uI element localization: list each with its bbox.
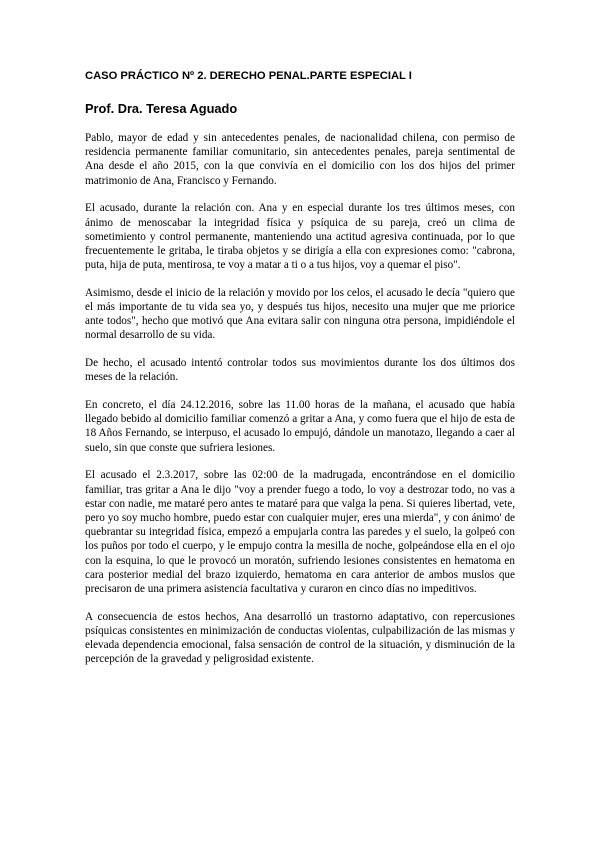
document-title: CASO PRÁCTICO Nº 2. DERECHO PENAL.PARTE ESPECIAL I	[85, 70, 412, 82]
paragraph-1: Pablo, mayor de edad y sin antecedentes penales, de nacionalidad chilena, con permiso de residencia permanente familiar comunitario, sin antecedentes penales, pareja sentimental de Ana desde el año 2015, con la que convivía en el domicilio con los dos hijos del primer matrimonio de Ana, Francisco y Fernando.	[85, 132, 515, 187]
document-author: Prof. Dra. Teresa Aguado	[85, 101, 238, 116]
document-body	[85, 69, 515, 680]
paragraph-6: El acusado el 2.3.2017, sobre las 02:00 de la madrugada, encontrándose en el domicilio familiar, tras gritar a Ana le dijo "voy a prender fuego a todo, lo voy a destrozar todo, no vas a estar con nadie, me mataré pero antes te mataré para que valga la pena. Si quieres libertad, vete, pero yo soy mucho hombre, puedo estar con cualquier mujer, eres una mierda", y con ánimo' de quebrantar su integridad física, empezó a empujarla contra las paredes y el suelo, la golpeó con los puños por todo el cuerpo, y le empujo contra la mesilla de noche, golpeándose ella en el ojo con la esquina, lo que le provocó un moratón, sufriendo lesiones consistentes en hematoma en cara posterior medial del brazo izquierdo, hematoma en cara anterior de ambos muslos que precisaron de una primera asistencia facultativa y curaron en cinco días no impeditivos.	[85, 469, 515, 595]
paragraph-5: En concreto, el día 24.12.2016, sobre las 11.00 horas de la mañana, el acusado que había llegado bebido al domicilio familiar comenzó a gritar a Ana, y como fuera que el hijo de esta de 18 Años Fernando, se interpuso, el acusado lo empujó, dándole un manotazo, llegando a caer al suelo, sin que conste que sufriera lesiones.	[85, 399, 515, 454]
paragraph-3: Asimismo, desde el inicio de la relación y movido por los celos, el acusado le decía "quiero que el más importante de tu vida sea yo, y después tus hijos, necesito una mujer que me priorice ante todos", hecho que motivó que Ana evitara salir con ninguna otra persona, impidiéndole el normal desarrollo de su vida.	[85, 286, 515, 342]
paragraph-7: A consecuencia de estos hechos, Ana desarrolló un trastorno adaptativo, con repercusiones psíquicas consistentes en minimización de conductas violentas, culpabilización de las mismas y elevada dependencia emocional, falsa sensación de control de la situación, y disminución de la percepción de la gravedad y peligrosidad existente.	[85, 610, 515, 666]
paragraph-2: El acusado, durante la relación con. Ana y en especial durante los tres últimos meses, con ánimo de menoscabar la integridad física y psíquica de su pareja, creó un clima de sometimiento y control permanente, manteniendo una actitud agresiva continuada, por lo que frecuentemente le gritaba, le tiraba objetos y se dirigía a ella con expresiones como: "cabrona, puta, hija de puta, mentirosa, te voy a matar a ti o a tus hijos, voy a quemar el piso".	[85, 202, 515, 272]
paragraph-4: De hecho, el acusado intentó controlar todos sus movimientos durante los dos últimos dos meses de la relación.	[85, 357, 515, 384]
